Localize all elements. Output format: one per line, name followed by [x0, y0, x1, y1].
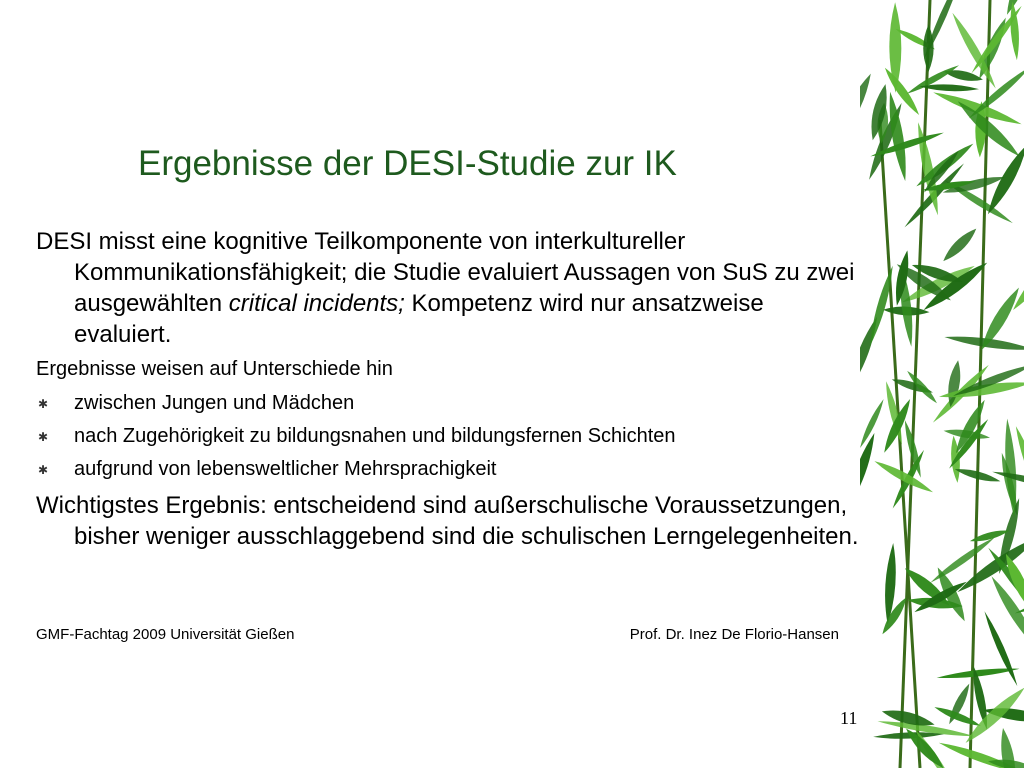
paragraph-results: Ergebnisse weisen auf Unterschiede hin: [36, 358, 393, 380]
footer-author: Prof. Dr. Inez De Florio-Hansen: [629, 626, 839, 643]
asterisk-bullet-icon: ✱: [38, 397, 49, 411]
bullet-item: ✱ zwischen Jungen und Mädchen: [36, 390, 866, 416]
paragraph-desi: DESI misst eine kognitive Teilkomponente von interkultureller Kommunikationsfähigkeit; die Studie evaluiert Aussagen von SuS zu zwei ausgewählten critical incidents; Kompetenz wird nur ansatzweise evaluiert.: [36, 228, 855, 348]
bullet-item: ✱ aufgrund von lebensweltlicher Mehrsprachigkeit: [36, 456, 866, 482]
asterisk-bullet-icon: ✱: [38, 463, 49, 477]
paragraph-main-result: Wichtigstes Ergebnis: entscheidend sind außerschulische Voraussetzungen, bisher weniger ausschlaggebend sind die schulischen Lerngelegenheiten.: [36, 492, 859, 550]
slide-title: Ergebnisse der DESI-Studie zur IK: [138, 144, 677, 183]
footer-event: GMF-Fachtag 2009 Universität Gießen: [36, 626, 295, 643]
asterisk-bullet-icon: ✱: [38, 430, 49, 444]
italic-critical-incidents: critical incidents;: [228, 290, 405, 317]
slide-body: [36, 226, 866, 552]
bullet-item: ✱ nach Zugehörigkeit zu bildungsnahen und bildungsfernen Schichten: [36, 423, 866, 449]
bamboo-leaves-decoration: [860, 0, 1024, 768]
page-number: 11: [840, 708, 858, 728]
